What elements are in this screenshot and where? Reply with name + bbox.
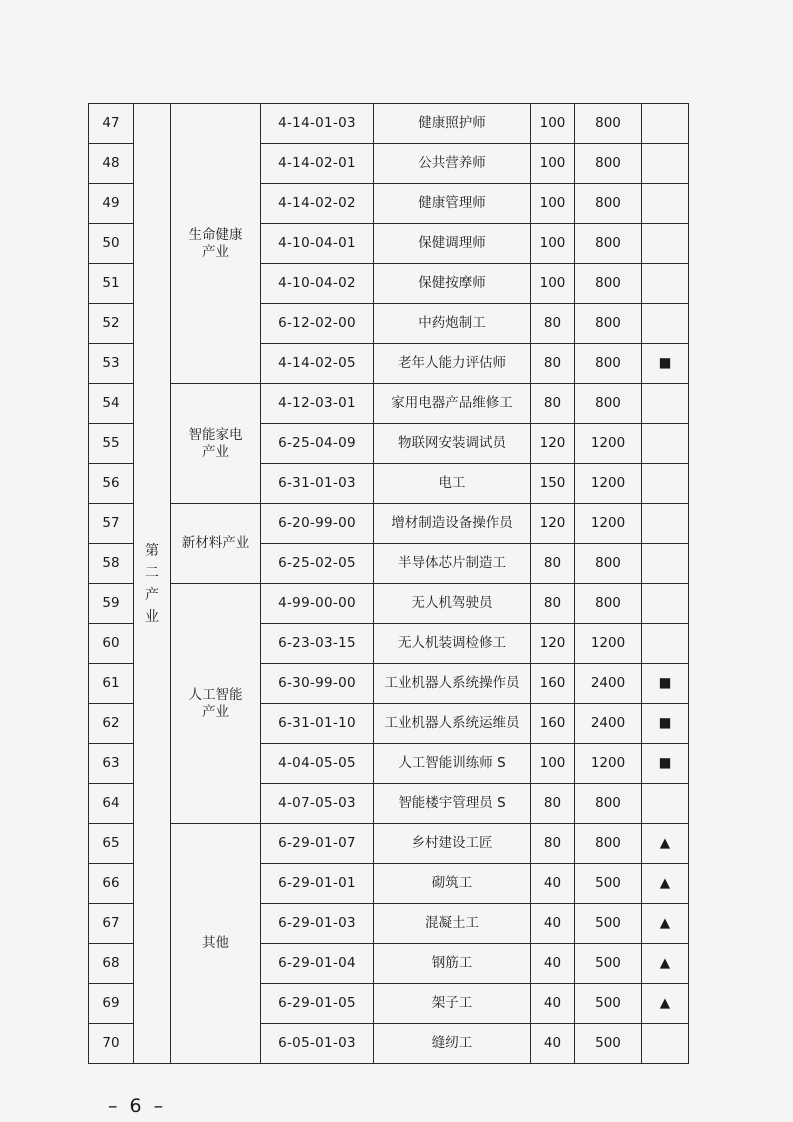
training-hours: 100 [531, 744, 575, 784]
mark-cell: ▲ [642, 864, 689, 904]
training-hours: 160 [531, 704, 575, 744]
subsidy-amount: 800 [575, 384, 642, 424]
row-number: 69 [89, 984, 134, 1024]
mark-cell: ▲ [642, 984, 689, 1024]
occupation-code: 6-25-02-05 [261, 544, 374, 584]
occupation-name: 工业机器人系统运维员 [374, 704, 531, 744]
sector-cell [134, 104, 171, 1064]
row-number: 58 [89, 544, 134, 584]
group-label: 新材料产业 [181, 535, 250, 552]
training-hours: 100 [531, 224, 575, 264]
group-cell [171, 504, 261, 584]
training-hours: 80 [531, 784, 575, 824]
subsidy-amount: 800 [575, 264, 642, 304]
subsidy-amount: 800 [575, 184, 642, 224]
subsidy-amount: 800 [575, 784, 642, 824]
occupation-code: 6-29-01-03 [261, 904, 374, 944]
training-hours: 100 [531, 264, 575, 304]
occupation-name: 人工智能训练师 S [374, 744, 531, 784]
subsidy-amount: 800 [575, 584, 642, 624]
subsidy-amount: 1200 [575, 424, 642, 464]
row-number: 63 [89, 744, 134, 784]
mark-cell: ▲ [642, 944, 689, 984]
occupation-name: 砌筑工 [374, 864, 531, 904]
occupation-name: 工业机器人系统操作员 [374, 664, 531, 704]
row-number: 59 [89, 584, 134, 624]
group-label: 人工智能产业 [188, 686, 243, 720]
row-number: 47 [89, 104, 134, 144]
occupation-code: 4-14-02-01 [261, 144, 374, 184]
training-hours: 40 [531, 984, 575, 1024]
subsidy-amount: 500 [575, 904, 642, 944]
subsidy-amount: 1200 [575, 744, 642, 784]
subsidy-amount: 800 [575, 144, 642, 184]
subsidy-amount: 500 [575, 944, 642, 984]
training-hours: 80 [531, 344, 575, 384]
training-hours: 80 [531, 544, 575, 584]
occupation-code: 4-10-04-01 [261, 224, 374, 264]
training-hours: 40 [531, 1024, 575, 1064]
occupation-name: 公共营养师 [374, 144, 531, 184]
row-number: 50 [89, 224, 134, 264]
subsidy-amount: 2400 [575, 664, 642, 704]
row-number: 51 [89, 264, 134, 304]
mark-cell [642, 544, 689, 584]
group-label: 智能家电产业 [188, 426, 243, 460]
occupation-code: 4-99-00-00 [261, 584, 374, 624]
occupation-code: 6-29-01-05 [261, 984, 374, 1024]
occupation-code: 6-29-01-07 [261, 824, 374, 864]
occupation-table [88, 103, 689, 1064]
occupation-name: 架子工 [374, 984, 531, 1024]
training-hours: 120 [531, 504, 575, 544]
mark-cell: ▲ [642, 824, 689, 864]
table-row [89, 384, 689, 424]
table-row [89, 104, 689, 144]
table-row [89, 584, 689, 624]
occupation-name: 健康照护师 [374, 104, 531, 144]
occupation-name: 中药炮制工 [374, 304, 531, 344]
mark-cell: ■ [642, 704, 689, 744]
subsidy-amount: 1200 [575, 504, 642, 544]
row-number: 56 [89, 464, 134, 504]
training-hours: 40 [531, 864, 575, 904]
page-number: – 6 – [108, 1095, 167, 1117]
mark-cell [642, 424, 689, 464]
training-hours: 160 [531, 664, 575, 704]
occupation-name: 无人机装调检修工 [374, 624, 531, 664]
subsidy-amount: 800 [575, 544, 642, 584]
row-number: 49 [89, 184, 134, 224]
row-number: 70 [89, 1024, 134, 1064]
row-number: 64 [89, 784, 134, 824]
occupation-code: 6-12-02-00 [261, 304, 374, 344]
subsidy-amount: 1200 [575, 624, 642, 664]
occupation-name: 电工 [374, 464, 531, 504]
occupation-code: 4-10-04-02 [261, 264, 374, 304]
mark-cell [642, 464, 689, 504]
occupation-name: 缝纫工 [374, 1024, 531, 1064]
training-hours: 150 [531, 464, 575, 504]
occupation-name: 半导体芯片制造工 [374, 544, 531, 584]
subsidy-amount: 800 [575, 224, 642, 264]
row-number: 61 [89, 664, 134, 704]
subsidy-amount: 500 [575, 984, 642, 1024]
row-number: 60 [89, 624, 134, 664]
training-hours: 80 [531, 824, 575, 864]
mark-cell [642, 224, 689, 264]
subsidy-amount: 1200 [575, 464, 642, 504]
training-hours: 100 [531, 184, 575, 224]
training-hours: 100 [531, 104, 575, 144]
subsidy-amount: 800 [575, 104, 642, 144]
row-number: 67 [89, 904, 134, 944]
occupation-name: 智能楼宇管理员 S [374, 784, 531, 824]
occupation-code: 4-04-05-05 [261, 744, 374, 784]
occupation-code: 4-12-03-01 [261, 384, 374, 424]
training-hours: 120 [531, 424, 575, 464]
training-hours: 80 [531, 584, 575, 624]
row-number: 62 [89, 704, 134, 744]
mark-cell: ■ [642, 744, 689, 784]
occupation-code: 6-31-01-10 [261, 704, 374, 744]
mark-cell [642, 384, 689, 424]
mark-cell [642, 584, 689, 624]
occupation-name: 老年人能力评估师 [374, 344, 531, 384]
training-hours: 80 [531, 304, 575, 344]
subsidy-amount: 500 [575, 864, 642, 904]
mark-cell [642, 784, 689, 824]
occupation-name: 健康管理师 [374, 184, 531, 224]
row-number: 57 [89, 504, 134, 544]
row-number: 68 [89, 944, 134, 984]
row-number: 66 [89, 864, 134, 904]
occupation-code: 6-05-01-03 [261, 1024, 374, 1064]
subsidy-amount: 800 [575, 304, 642, 344]
training-hours: 120 [531, 624, 575, 664]
group-cell [171, 384, 261, 504]
mark-cell [642, 184, 689, 224]
row-number: 65 [89, 824, 134, 864]
occupation-code: 6-29-01-04 [261, 944, 374, 984]
occupation-name: 保健按摩师 [374, 264, 531, 304]
training-hours: 100 [531, 144, 575, 184]
occupation-code: 4-14-02-05 [261, 344, 374, 384]
table-row [89, 504, 689, 544]
occupation-code: 4-14-01-03 [261, 104, 374, 144]
occupation-code: 6-23-03-15 [261, 624, 374, 664]
occupation-name: 家用电器产品维修工 [374, 384, 531, 424]
mark-cell: ■ [642, 664, 689, 704]
occupation-name: 保健调理师 [374, 224, 531, 264]
group-cell [171, 824, 261, 1064]
training-hours: 40 [531, 944, 575, 984]
mark-cell: ■ [642, 344, 689, 384]
mark-cell [642, 624, 689, 664]
group-cell [171, 584, 261, 824]
mark-cell [642, 1024, 689, 1064]
table-row [89, 824, 689, 864]
subsidy-amount: 2400 [575, 704, 642, 744]
row-number: 52 [89, 304, 134, 344]
occupation-name: 混凝土工 [374, 904, 531, 944]
mark-cell [642, 144, 689, 184]
occupation-code: 4-07-05-03 [261, 784, 374, 824]
subsidy-amount: 800 [575, 344, 642, 384]
mark-cell: ▲ [642, 904, 689, 944]
training-hours: 40 [531, 904, 575, 944]
mark-cell [642, 264, 689, 304]
row-number: 54 [89, 384, 134, 424]
subsidy-amount: 800 [575, 824, 642, 864]
group-label: 生命健康产业 [188, 226, 243, 260]
occupation-code: 6-20-99-00 [261, 504, 374, 544]
row-number: 48 [89, 144, 134, 184]
mark-cell [642, 104, 689, 144]
mark-cell [642, 504, 689, 544]
group-cell [171, 104, 261, 384]
group-label: 其他 [202, 935, 229, 952]
occupation-name: 无人机驾驶员 [374, 584, 531, 624]
subsidy-amount: 500 [575, 1024, 642, 1064]
occupation-code: 6-30-99-00 [261, 664, 374, 704]
sector-label: 第二产业 [145, 542, 159, 625]
mark-cell [642, 304, 689, 344]
occupation-code: 6-31-01-03 [261, 464, 374, 504]
row-number: 55 [89, 424, 134, 464]
occupation-code: 4-14-02-02 [261, 184, 374, 224]
occupation-code: 6-29-01-01 [261, 864, 374, 904]
row-number: 53 [89, 344, 134, 384]
occupation-name: 物联网安装调试员 [374, 424, 531, 464]
occupation-name: 钢筋工 [374, 944, 531, 984]
training-hours: 80 [531, 384, 575, 424]
occupation-code: 6-25-04-09 [261, 424, 374, 464]
occupation-name: 增材制造设备操作员 [374, 504, 531, 544]
occupation-name: 乡村建设工匠 [374, 824, 531, 864]
